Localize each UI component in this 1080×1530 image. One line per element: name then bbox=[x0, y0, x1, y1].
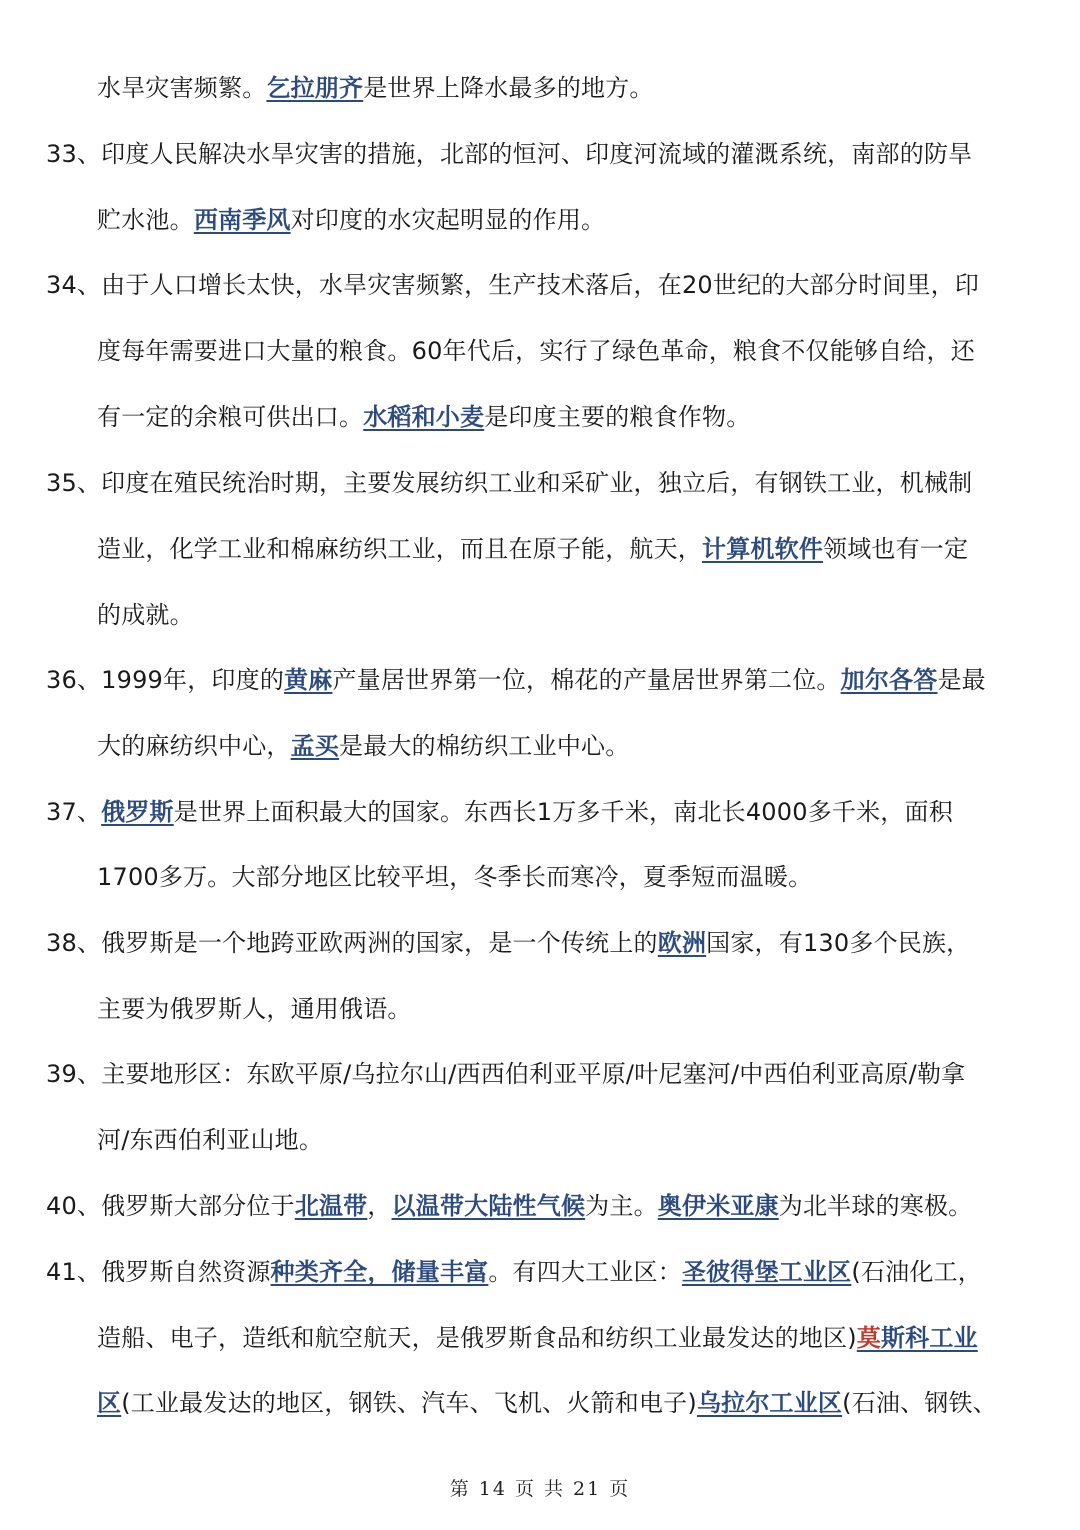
highlight-term: 俄罗斯 bbox=[101, 798, 174, 826]
item-35-line-2 bbox=[97, 529, 968, 569]
text-run: 1700多万。大部分地区比较平坦，冬季长而寒冷，夏季短而温暖。 bbox=[97, 863, 813, 891]
text-run: 俄罗斯自然资源 bbox=[101, 1258, 271, 1286]
text-run: 水旱灾害频繁。 bbox=[97, 74, 267, 102]
item-33-line-1 bbox=[46, 134, 972, 174]
highlight-term: 黄麻 bbox=[284, 666, 333, 694]
item-41-line-3 bbox=[97, 1383, 997, 1423]
highlight-term: 斯科工业 bbox=[880, 1324, 978, 1352]
total-pages: 21 bbox=[573, 1478, 602, 1500]
highlight-term: 西南季风 bbox=[193, 206, 291, 234]
text-run: 对印度的水灾起明显的作用。 bbox=[290, 206, 606, 234]
text-run: 由于人口增长太快，水旱灾害频繁，生产技术落后，在20世纪的大部分时间里，印 bbox=[101, 271, 980, 299]
text-run: 印度人民解决水旱灾害的措施，北部的恒河、印度河流域的灌溉系统，南部的防旱 bbox=[101, 140, 973, 168]
item-37-line-2 bbox=[97, 857, 812, 897]
item-40-line-1 bbox=[46, 1186, 972, 1226]
item-34-line-1 bbox=[46, 265, 979, 305]
footer-di: 第 bbox=[449, 1478, 471, 1500]
text-run: 主要地形区：东欧平原/乌拉尔山/西西伯利亚平原/叶尼塞河/中西伯利亚高原/勒拿 bbox=[101, 1060, 966, 1088]
text-run: (石油化工， bbox=[851, 1258, 982, 1286]
page-number: 14 bbox=[478, 1478, 507, 1500]
item-number: 38、 bbox=[46, 929, 102, 957]
item-number: 36、 bbox=[46, 666, 102, 694]
text-run: 为北半球的寒极。 bbox=[778, 1192, 973, 1220]
footer-gong: 共 bbox=[544, 1478, 566, 1500]
item-41-line-2 bbox=[97, 1318, 978, 1358]
highlight-term: 种类齐全，储量丰富 bbox=[270, 1258, 489, 1286]
highlight-term: 圣彼得堡工业区 bbox=[681, 1258, 852, 1286]
text-run: (石油、钢铁、 bbox=[842, 1389, 997, 1417]
text-run: 是最大的棉纺织工业中心。 bbox=[339, 732, 630, 760]
highlight-term: 区 bbox=[97, 1389, 122, 1417]
item-36-line-2 bbox=[97, 726, 629, 766]
text-run: 印度在殖民统治时期，主要发展纺织工业和采矿业，独立后，有钢铁工业，机械制 bbox=[101, 469, 973, 497]
item-37-line-1 bbox=[46, 792, 953, 832]
text-run: 有一定的余粮可供出口。 bbox=[97, 403, 364, 431]
text-run: 领域也有一定 bbox=[823, 535, 969, 563]
item-38-line-1 bbox=[46, 923, 970, 963]
highlight-term: 计算机软件 bbox=[702, 535, 823, 563]
highlight-term-red: 莫 bbox=[856, 1324, 881, 1352]
item-35-line-3 bbox=[97, 595, 194, 635]
text-run: 的成就。 bbox=[97, 601, 194, 629]
text-run: 是世界上面积最大的国家。东西长1万多千米，南北长4000多千米，面积 bbox=[173, 798, 953, 826]
text-run: 是世界上降水最多的地方。 bbox=[363, 74, 654, 102]
item-34-line-3 bbox=[97, 397, 750, 437]
text-run: 大的麻纺织中心， bbox=[97, 732, 291, 760]
text-run: 造船、电子，造纸和航空航天，是俄罗斯食品和纺织工业最发达的地区) bbox=[97, 1324, 857, 1352]
item-33-line-2 bbox=[97, 200, 605, 240]
item-number: 39、 bbox=[46, 1060, 102, 1088]
text-run: 河/东西伯利亚山地。 bbox=[97, 1126, 324, 1154]
highlight-term: 乞拉朋齐 bbox=[266, 74, 364, 102]
highlight-term: 欧洲 bbox=[657, 929, 707, 957]
item-39-line-1 bbox=[46, 1054, 965, 1094]
page-footer bbox=[0, 1474, 1080, 1501]
highlight-term: 北温带 bbox=[294, 1192, 368, 1220]
item-34-line-2 bbox=[97, 331, 975, 371]
text-run: 造业，化学工业和棉麻纺织工业，而且在原子能，航天， bbox=[97, 535, 702, 563]
item-41-line-1 bbox=[46, 1252, 982, 1292]
item-number: 40、 bbox=[46, 1192, 102, 1220]
footer-ye-2: 页 bbox=[609, 1478, 631, 1500]
item-number: 37、 bbox=[46, 798, 102, 826]
item-36-line-1 bbox=[46, 660, 986, 700]
highlight-term: 加尔各答 bbox=[840, 666, 938, 694]
text-run: 为主。 bbox=[585, 1192, 658, 1220]
highlight-term: 孟买 bbox=[290, 732, 340, 760]
text-run: 俄罗斯是一个地跨亚欧两洲的国家，是一个传统上的 bbox=[101, 929, 658, 957]
item-39-line-2 bbox=[97, 1120, 323, 1160]
text-run: 主要为俄罗斯人，通用俄语。 bbox=[97, 995, 412, 1023]
item-38-line-2 bbox=[97, 989, 412, 1029]
text-run: 产量居世界第一位，棉花的产量居世界第二位。 bbox=[332, 666, 841, 694]
text-run: 。有四大工业区： bbox=[488, 1258, 682, 1286]
text-run: 是印度主要的粮食作物。 bbox=[484, 403, 751, 431]
text-run: 度每年需要进口大量的粮食。60年代后，实行了绿色革命，粮食不仅能够自给，还 bbox=[97, 337, 975, 365]
text-run: 国家，有130多个民族， bbox=[706, 929, 971, 957]
text-run: 贮水池。 bbox=[97, 206, 194, 234]
text-run: (工业最发达的地区，钢铁、汽车、飞机、火箭和电子) bbox=[121, 1389, 697, 1417]
item-32-line-1 bbox=[97, 68, 654, 108]
highlight-term: 奥伊米亚康 bbox=[657, 1192, 779, 1220]
highlight-term: 乌拉尔工业区 bbox=[696, 1389, 843, 1417]
item-number: 35、 bbox=[46, 469, 102, 497]
item-number: 41、 bbox=[46, 1258, 102, 1286]
text-run: 是最 bbox=[937, 666, 986, 694]
item-35-line-1 bbox=[46, 463, 972, 503]
item-number: 33、 bbox=[46, 140, 102, 168]
highlight-term: 水稻和小麦 bbox=[363, 403, 485, 431]
highlight-term: 以温带大陆性气候 bbox=[391, 1192, 586, 1220]
text-run: 俄罗斯大部分位于 bbox=[101, 1192, 295, 1220]
footer-ye: 页 bbox=[514, 1478, 536, 1500]
text-run: 1999年，印度的 bbox=[101, 666, 285, 694]
text-run: ， bbox=[367, 1192, 392, 1220]
item-number: 34、 bbox=[46, 271, 102, 299]
